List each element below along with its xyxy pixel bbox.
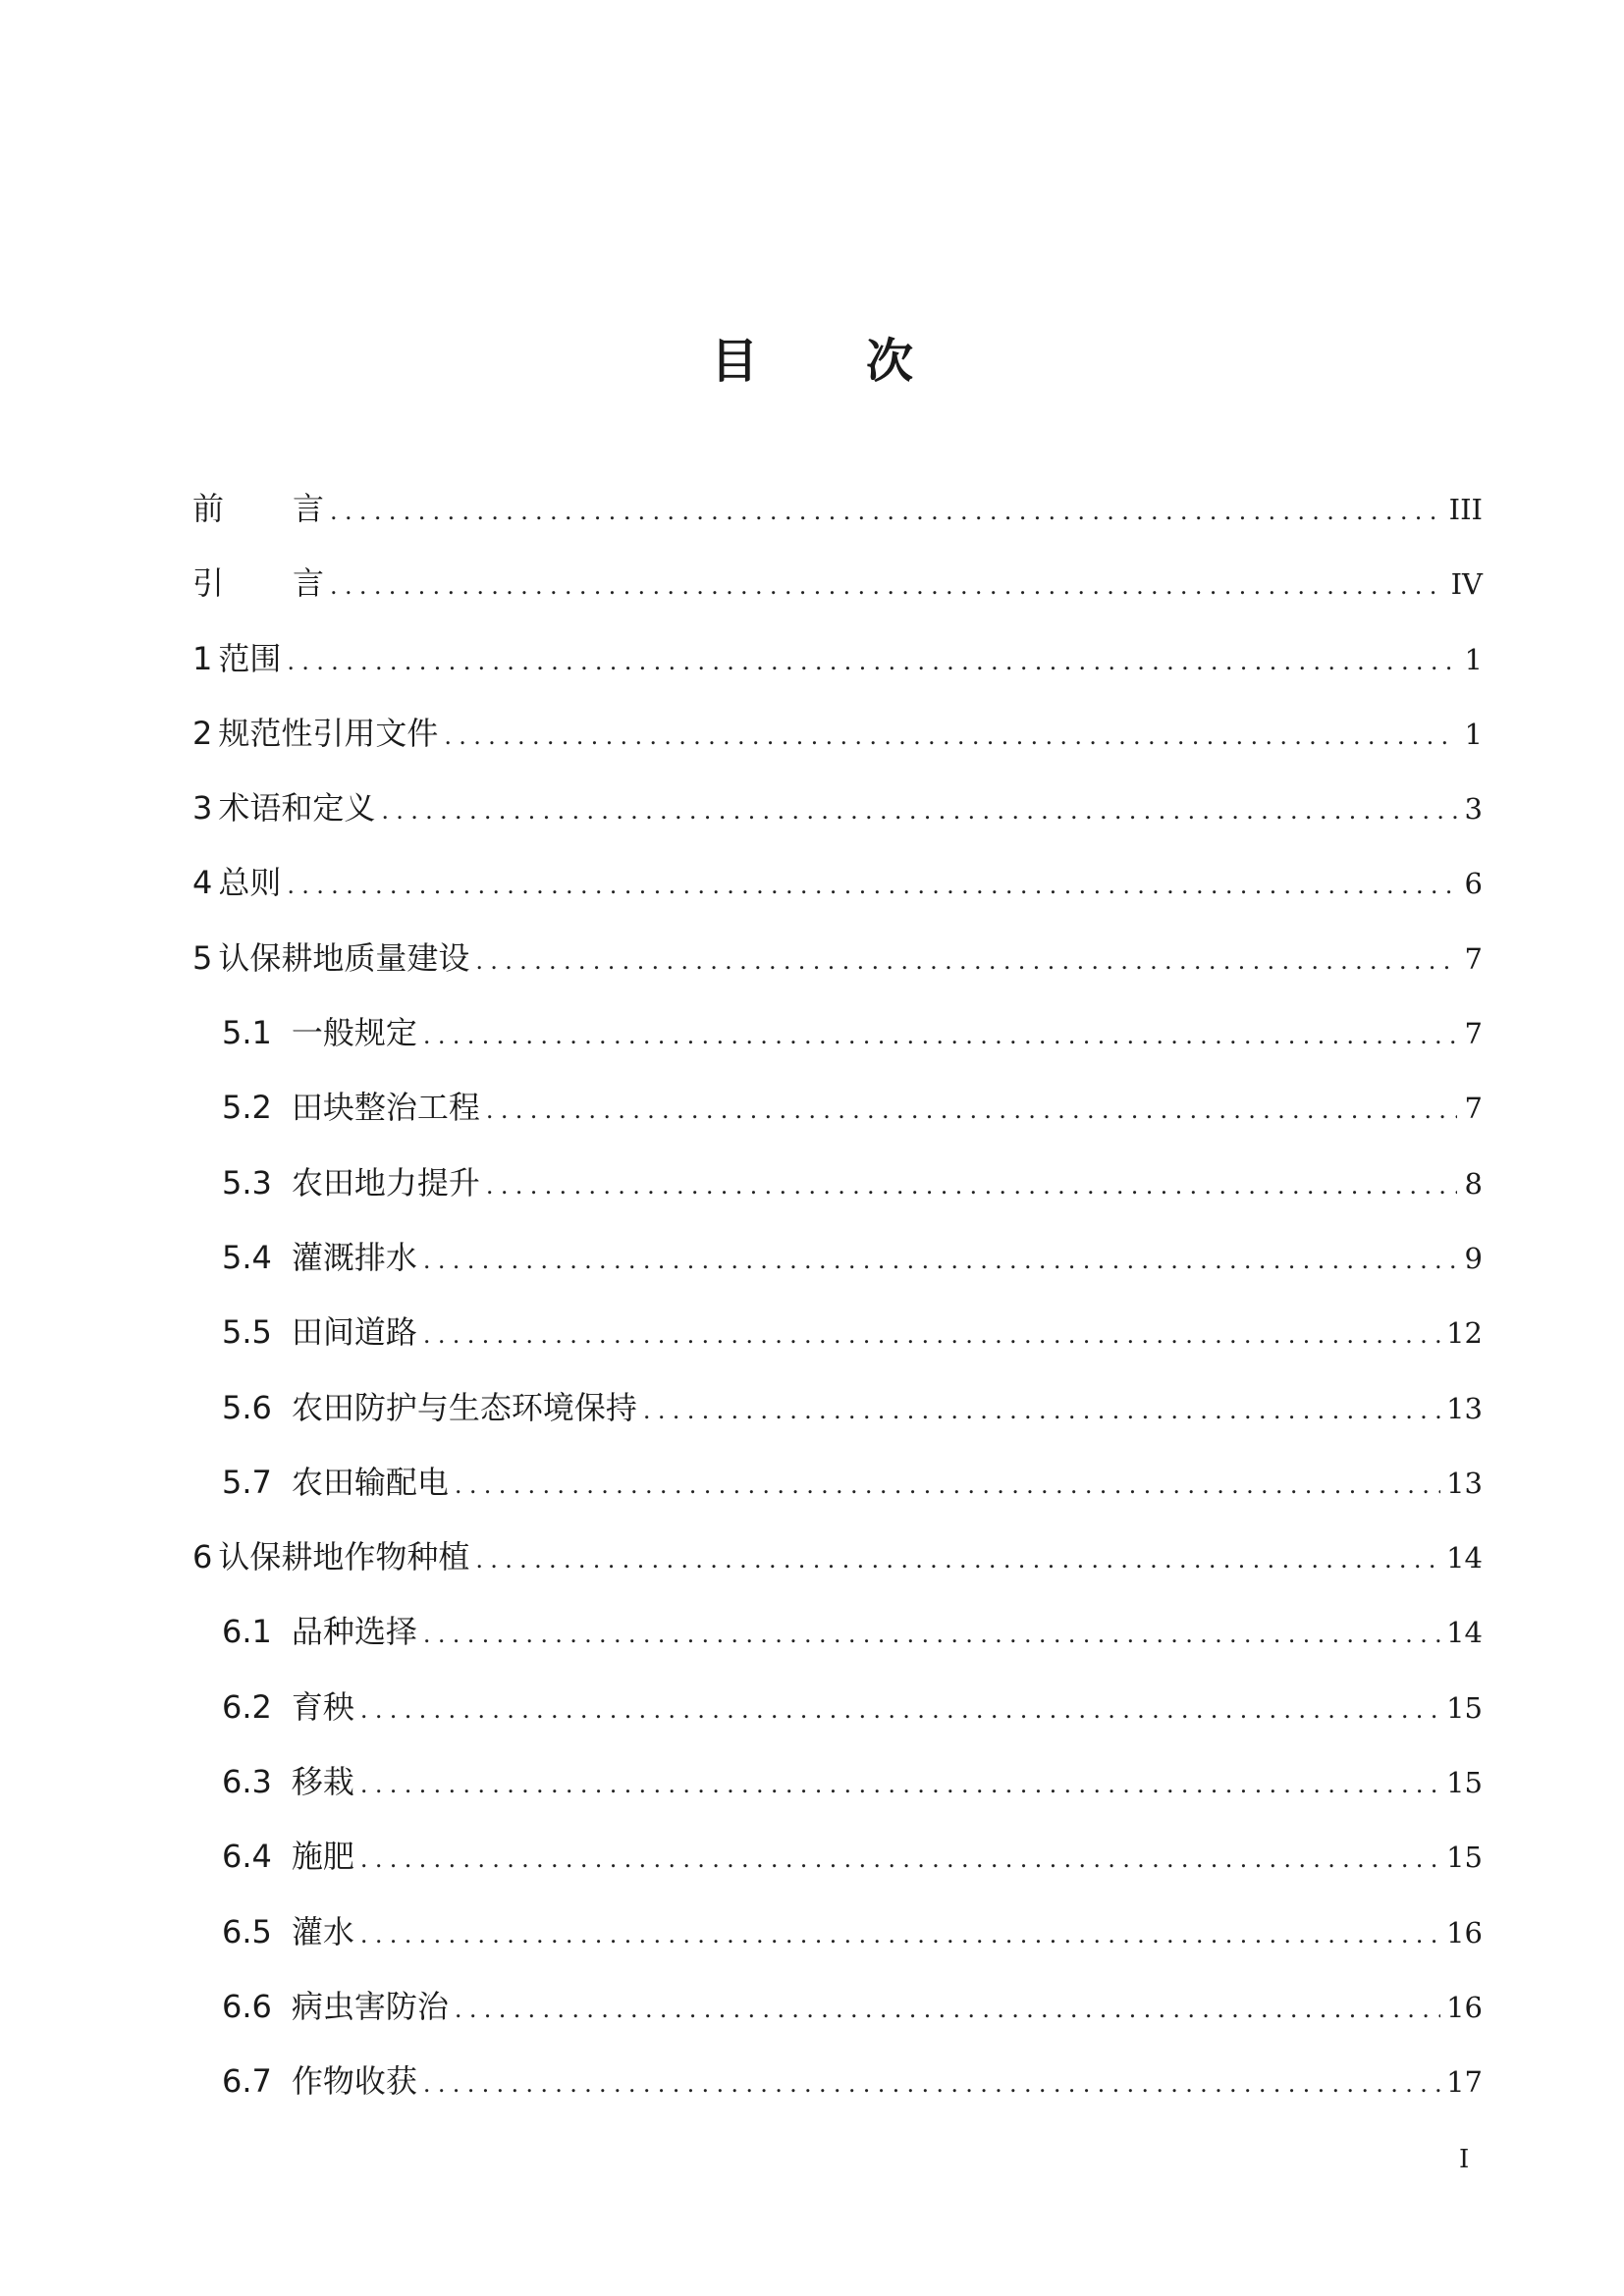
toc-leader-dots bbox=[360, 1905, 1440, 1964]
toc-leader-dots bbox=[423, 1006, 1457, 1065]
page-title bbox=[0, 332, 1624, 391]
toc-entry-number: 5.3 bbox=[222, 1163, 272, 1201]
page-number: I bbox=[1459, 2145, 1470, 2174]
toc-entry-page: 14 bbox=[1446, 1541, 1483, 1575]
toc-entry-6-2[interactable] bbox=[192, 1678, 1483, 1752]
toc-leader-dots bbox=[287, 856, 1457, 915]
toc-entry-number: 6.7 bbox=[222, 2062, 272, 2101]
toc-entry-page: 15 bbox=[1446, 1766, 1483, 1800]
toc-entry-number: 4 bbox=[192, 864, 213, 902]
toc-entry-page: 9 bbox=[1464, 1241, 1483, 1275]
toc-entry-label: 认保耕地作物种植 bbox=[218, 1538, 470, 1576]
toc-entry-label: 一般规定 bbox=[291, 1014, 417, 1052]
toc-leader-dots bbox=[423, 1231, 1457, 1290]
toc-entry-6-7[interactable] bbox=[192, 2052, 1483, 2126]
toc-entry-page: 16 bbox=[1446, 1990, 1483, 2024]
toc-leader-dots bbox=[475, 1530, 1440, 1589]
toc-entry-label: 病虫害防治 bbox=[291, 1987, 449, 2025]
toc-entry-label: 认保耕地质量建设 bbox=[218, 938, 470, 977]
toc-entry-5-4[interactable] bbox=[192, 1228, 1483, 1303]
page-title-part2: 次 bbox=[866, 334, 914, 389]
toc-entry-page: 7 bbox=[1464, 941, 1483, 976]
toc-entry-label: 规范性引用文件 bbox=[218, 714, 439, 752]
toc-leader-dots bbox=[423, 2055, 1440, 2113]
toc-entry-6-4[interactable] bbox=[192, 1827, 1483, 1901]
toc-entry-label: 总则 bbox=[218, 864, 282, 902]
toc-leader-dots bbox=[423, 1306, 1440, 1364]
toc-entry-number: 6.6 bbox=[222, 1987, 272, 2025]
toc-entry-5-6[interactable] bbox=[192, 1378, 1483, 1453]
toc-entry-page: 6 bbox=[1464, 867, 1483, 901]
toc-entry-number: 3 bbox=[192, 789, 213, 828]
toc-entry-number: 6.4 bbox=[222, 1838, 272, 1876]
toc-entry-number: 2 bbox=[192, 714, 213, 752]
toc-leader-dots bbox=[360, 1830, 1440, 1889]
toc-entry-label: 农田地力提升 bbox=[291, 1163, 480, 1201]
toc-entry-label: 范围 bbox=[218, 639, 282, 677]
toc-entry-page: IV bbox=[1450, 567, 1483, 602]
toc-entry-5-5[interactable] bbox=[192, 1303, 1483, 1377]
toc-entry-label: 农田防护与生态环境保持 bbox=[291, 1388, 637, 1426]
toc-entry-4[interactable] bbox=[192, 853, 1483, 928]
toc-leader-dots bbox=[643, 1381, 1440, 1440]
toc-entry-5-1[interactable] bbox=[192, 1003, 1483, 1078]
toc-entry-introduction[interactable] bbox=[192, 554, 1483, 628]
toc-entry-6-3[interactable] bbox=[192, 1752, 1483, 1827]
toc-entry-label: 田块整治工程 bbox=[291, 1089, 480, 1127]
toc-entry-number: 6.2 bbox=[222, 1687, 272, 1726]
toc-leader-dots bbox=[330, 482, 1443, 541]
toc-entry-number: 5.4 bbox=[222, 1238, 272, 1276]
toc-entry-page: 1 bbox=[1464, 642, 1483, 676]
toc-entry-5-2[interactable] bbox=[192, 1078, 1483, 1152]
toc-entry-page: III bbox=[1448, 493, 1483, 526]
toc-entry-page: 14 bbox=[1446, 1616, 1483, 1650]
toc-leader-dots bbox=[486, 1081, 1457, 1140]
toc-entry-6[interactable] bbox=[192, 1527, 1483, 1602]
toc-entry-label: 田间道路 bbox=[291, 1313, 417, 1352]
toc-entry-5-7[interactable] bbox=[192, 1453, 1483, 1527]
toc-entry-page: 15 bbox=[1446, 1841, 1483, 1875]
toc-entry-label: 前 言 bbox=[192, 490, 325, 527]
toc-entry-5-3[interactable] bbox=[192, 1153, 1483, 1228]
toc-entry-preface[interactable] bbox=[192, 479, 1483, 554]
toc-entry-label: 育秧 bbox=[291, 1687, 354, 1726]
toc-leader-dots bbox=[455, 1980, 1440, 2039]
toc-leader-dots bbox=[381, 781, 1457, 840]
toc-entry-page: 12 bbox=[1446, 1316, 1483, 1351]
toc-entry-label: 灌水 bbox=[291, 1912, 354, 1950]
toc-entry-label: 术语和定义 bbox=[218, 789, 376, 828]
toc-entry-page: 13 bbox=[1446, 1466, 1483, 1500]
toc-entry-number: 6.5 bbox=[222, 1912, 272, 1950]
toc-entry-label: 农田输配电 bbox=[291, 1463, 449, 1501]
toc-leader-dots bbox=[486, 1156, 1457, 1215]
toc-leader-dots bbox=[287, 632, 1457, 691]
toc-entry-number: 5.5 bbox=[222, 1313, 272, 1352]
toc-leader-dots bbox=[423, 1605, 1440, 1664]
toc-entry-label: 施肥 bbox=[291, 1838, 354, 1876]
toc-entry-number: 6.3 bbox=[222, 1763, 272, 1801]
toc-entry-label: 引 言 bbox=[192, 564, 325, 603]
toc-entry-number: 5.7 bbox=[222, 1463, 272, 1501]
toc-entry-2[interactable] bbox=[192, 704, 1483, 778]
page-title-part1: 目 bbox=[710, 334, 758, 389]
toc-leader-dots bbox=[360, 1755, 1440, 1814]
toc-leader-dots bbox=[444, 707, 1457, 766]
toc-leader-dots bbox=[360, 1681, 1440, 1739]
toc-entry-number: 6.1 bbox=[222, 1613, 272, 1651]
toc-entry-number: 6 bbox=[192, 1538, 213, 1576]
toc-entry-number: 5.6 bbox=[222, 1388, 272, 1426]
toc-entry-page: 17 bbox=[1446, 2065, 1483, 2100]
toc-leader-dots bbox=[455, 1456, 1440, 1515]
toc-entry-page: 7 bbox=[1464, 1017, 1483, 1051]
toc-entry-1[interactable] bbox=[192, 629, 1483, 704]
toc-entry-label: 作物收获 bbox=[291, 2062, 417, 2101]
toc-entry-3[interactable] bbox=[192, 778, 1483, 853]
toc-leader-dots bbox=[330, 557, 1445, 615]
toc-entry-number: 5.1 bbox=[222, 1014, 272, 1052]
toc-entry-page: 3 bbox=[1464, 792, 1483, 827]
toc-entry-page: 15 bbox=[1446, 1690, 1483, 1725]
toc-entry-number: 5.2 bbox=[222, 1089, 272, 1127]
toc-leader-dots bbox=[475, 932, 1457, 990]
toc-entry-label: 品种选择 bbox=[291, 1613, 417, 1651]
toc-entry-6-6[interactable] bbox=[192, 1977, 1483, 2052]
toc-entry-5[interactable] bbox=[192, 929, 1483, 1003]
toc-entry-number: 5 bbox=[192, 938, 213, 977]
table-of-contents bbox=[192, 479, 1483, 2127]
toc-entry-page: 7 bbox=[1464, 1092, 1483, 1126]
toc-entry-label: 灌溉排水 bbox=[291, 1238, 417, 1276]
toc-entry-page: 13 bbox=[1446, 1391, 1483, 1425]
toc-entry-page: 8 bbox=[1464, 1166, 1483, 1201]
toc-entry-page: 16 bbox=[1446, 1915, 1483, 1949]
toc-entry-6-1[interactable] bbox=[192, 1602, 1483, 1677]
toc-entry-6-5[interactable] bbox=[192, 1902, 1483, 1977]
toc-entry-number: 1 bbox=[192, 639, 213, 677]
toc-entry-label: 移栽 bbox=[291, 1763, 354, 1801]
toc-entry-page: 1 bbox=[1464, 717, 1483, 751]
